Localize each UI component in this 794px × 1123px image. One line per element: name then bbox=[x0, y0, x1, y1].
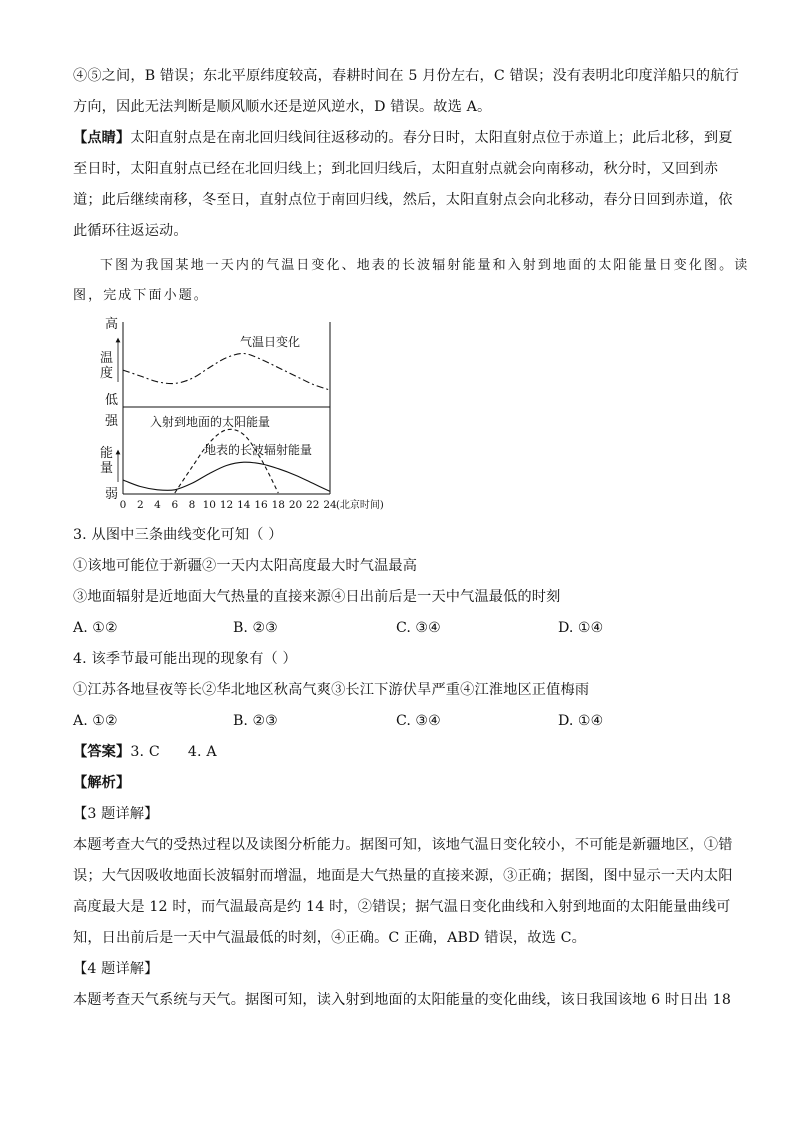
text-line: 道；此后继续南移，冬至日，直射点位于南回归线，然后，太阳直射点会向北移动，春分日回到赤道，依 bbox=[73, 192, 733, 208]
text-line bbox=[73, 128, 733, 148]
question-3-statements: ③地面辐射是近地面大气热量的直接来源④日出前后是一天中气温最低的时刻 bbox=[73, 589, 561, 605]
temperature-curve-label: 气温日变化 bbox=[240, 335, 301, 349]
text-span: 太阳直射点是在南北回归线间往返移动的。春分日时，太阳直射点位于赤道上；此后北移，到夏 bbox=[130, 130, 733, 146]
upper-y-label: 温 bbox=[100, 351, 114, 366]
lower-y-label: 能 bbox=[100, 446, 114, 461]
figure-svg bbox=[100, 312, 430, 512]
x-tick-label: 10 bbox=[202, 499, 216, 511]
question-3-title: 3. 从图中三条曲线变化可知（ ） bbox=[73, 527, 283, 543]
q3-detail-tag: 【3 题详解】 bbox=[73, 806, 159, 822]
option-d: D. ①④ bbox=[558, 620, 604, 636]
longwave-energy-label: 地表的长波辐射能量 bbox=[204, 443, 313, 457]
analysis-tag: 【解析】 bbox=[73, 775, 131, 791]
x-tick-label: 22 bbox=[306, 499, 320, 511]
x-tick-label: 0 bbox=[119, 499, 127, 511]
x-axis-ticks bbox=[120, 499, 337, 511]
lower-y-label: 量 bbox=[100, 461, 114, 476]
x-tick-label: 6 bbox=[171, 499, 179, 511]
series-line-1-0 bbox=[175, 429, 278, 493]
answer-line bbox=[73, 742, 733, 762]
option-d: D. ①④ bbox=[558, 713, 604, 729]
x-tick-label: 18 bbox=[271, 499, 285, 511]
analysis-text: 误；大气因吸收地面长波辐射而增温，地面是大气热量的直接来源，③正确；据图，图中显示一天内太阳 bbox=[73, 868, 733, 884]
section-tag-dianjing: 【点睛】 bbox=[73, 130, 131, 146]
temperature-energy-figure bbox=[100, 312, 430, 512]
upper-y-label: 度 bbox=[100, 366, 114, 381]
option-a: A. ①② bbox=[73, 713, 118, 729]
lower-y-top-label: 强 bbox=[105, 414, 119, 429]
solar-energy-label: 入射到地面的太阳能量 bbox=[150, 415, 271, 429]
x-tick-label: 16 bbox=[254, 499, 268, 511]
text-line: ④⑤之间，B 错误；东北平原纬度较高，春耕时间在 5 月份左右，C 错误；没有表明北印度洋船只的航行 bbox=[73, 68, 739, 84]
x-tick-label: 2 bbox=[136, 499, 144, 511]
analysis-text: 高度最大是 12 时，而气温最高是约 14 时，②错误；据气温日变化曲线和入射到地面的太阳能量曲线可 bbox=[73, 899, 731, 915]
question-4-title: 4. 该季节最可能出现的现象有（ ） bbox=[73, 651, 297, 667]
text-line: 此循环往返运动。 bbox=[73, 223, 188, 239]
analysis-text: 本题考查天气系统与天气。据图可知，读入射到地面的太阳能量的变化曲线，该日我国该地 6 时日出 18 bbox=[73, 992, 732, 1008]
analysis-text: 知，日出前后是一天中气温最低的时刻，④正确。C 正确，ABD 错误，故选 C。 bbox=[73, 930, 586, 946]
x-tick-label: 24 bbox=[323, 499, 337, 511]
x-tick-label: 14 bbox=[237, 499, 251, 511]
x-axis-unit: (北京时间) bbox=[336, 500, 384, 511]
text-line: 至日时，太阳直射点已经在北回归线上；到北回归线后，太阳直射点就会向南移动，秋分时，又回到赤 bbox=[73, 161, 719, 177]
series-line-0-0 bbox=[123, 353, 330, 390]
analysis-text: 本题考查大气的受热过程以及读图分析能力。据图可知，该地气温日变化较小，不可能是新疆地区，①错 bbox=[73, 837, 733, 853]
question-3-statements: ①该地可能位于新疆②一天内太阳高度最大时气温最高 bbox=[73, 558, 418, 574]
question-4-statements: ①江苏各地昼夜等长②华北地区秋高气爽③长江下游伏旱严重④江淮地区正值梅雨 bbox=[73, 682, 590, 698]
option-c: C. ③④ bbox=[396, 620, 441, 636]
answer-tag: 【答案】 bbox=[73, 744, 131, 760]
x-tick-label: 8 bbox=[188, 499, 196, 511]
x-tick-label: 20 bbox=[288, 499, 303, 511]
lower-y-bottom-label: 弱 bbox=[105, 487, 119, 502]
upper-y-bottom-label: 低 bbox=[105, 393, 119, 408]
option-b: B. ②③ bbox=[233, 620, 278, 636]
question-stem: 下图为我国某地一天内的气温日变化、地表的长波辐射能量和入射到地面的太阳能量日变化图。读 bbox=[100, 258, 750, 273]
question-stem: 图，完成下面小题。 bbox=[73, 288, 209, 303]
option-a: A. ①② bbox=[73, 620, 118, 636]
series-line-1-1 bbox=[123, 462, 330, 491]
x-tick-label: 4 bbox=[154, 499, 161, 511]
text-line: 方向，因此无法判断是顺风顺水还是逆风逆水，D 错误。故选 A。 bbox=[73, 99, 492, 115]
option-b: B. ②③ bbox=[233, 713, 278, 729]
option-c: C. ③④ bbox=[396, 713, 441, 729]
answer-text: 3. C 4. A bbox=[130, 744, 217, 760]
q4-detail-tag: 【4 题详解】 bbox=[73, 961, 159, 977]
x-tick-label: 12 bbox=[219, 499, 234, 511]
upper-y-top-label: 高 bbox=[105, 317, 119, 332]
